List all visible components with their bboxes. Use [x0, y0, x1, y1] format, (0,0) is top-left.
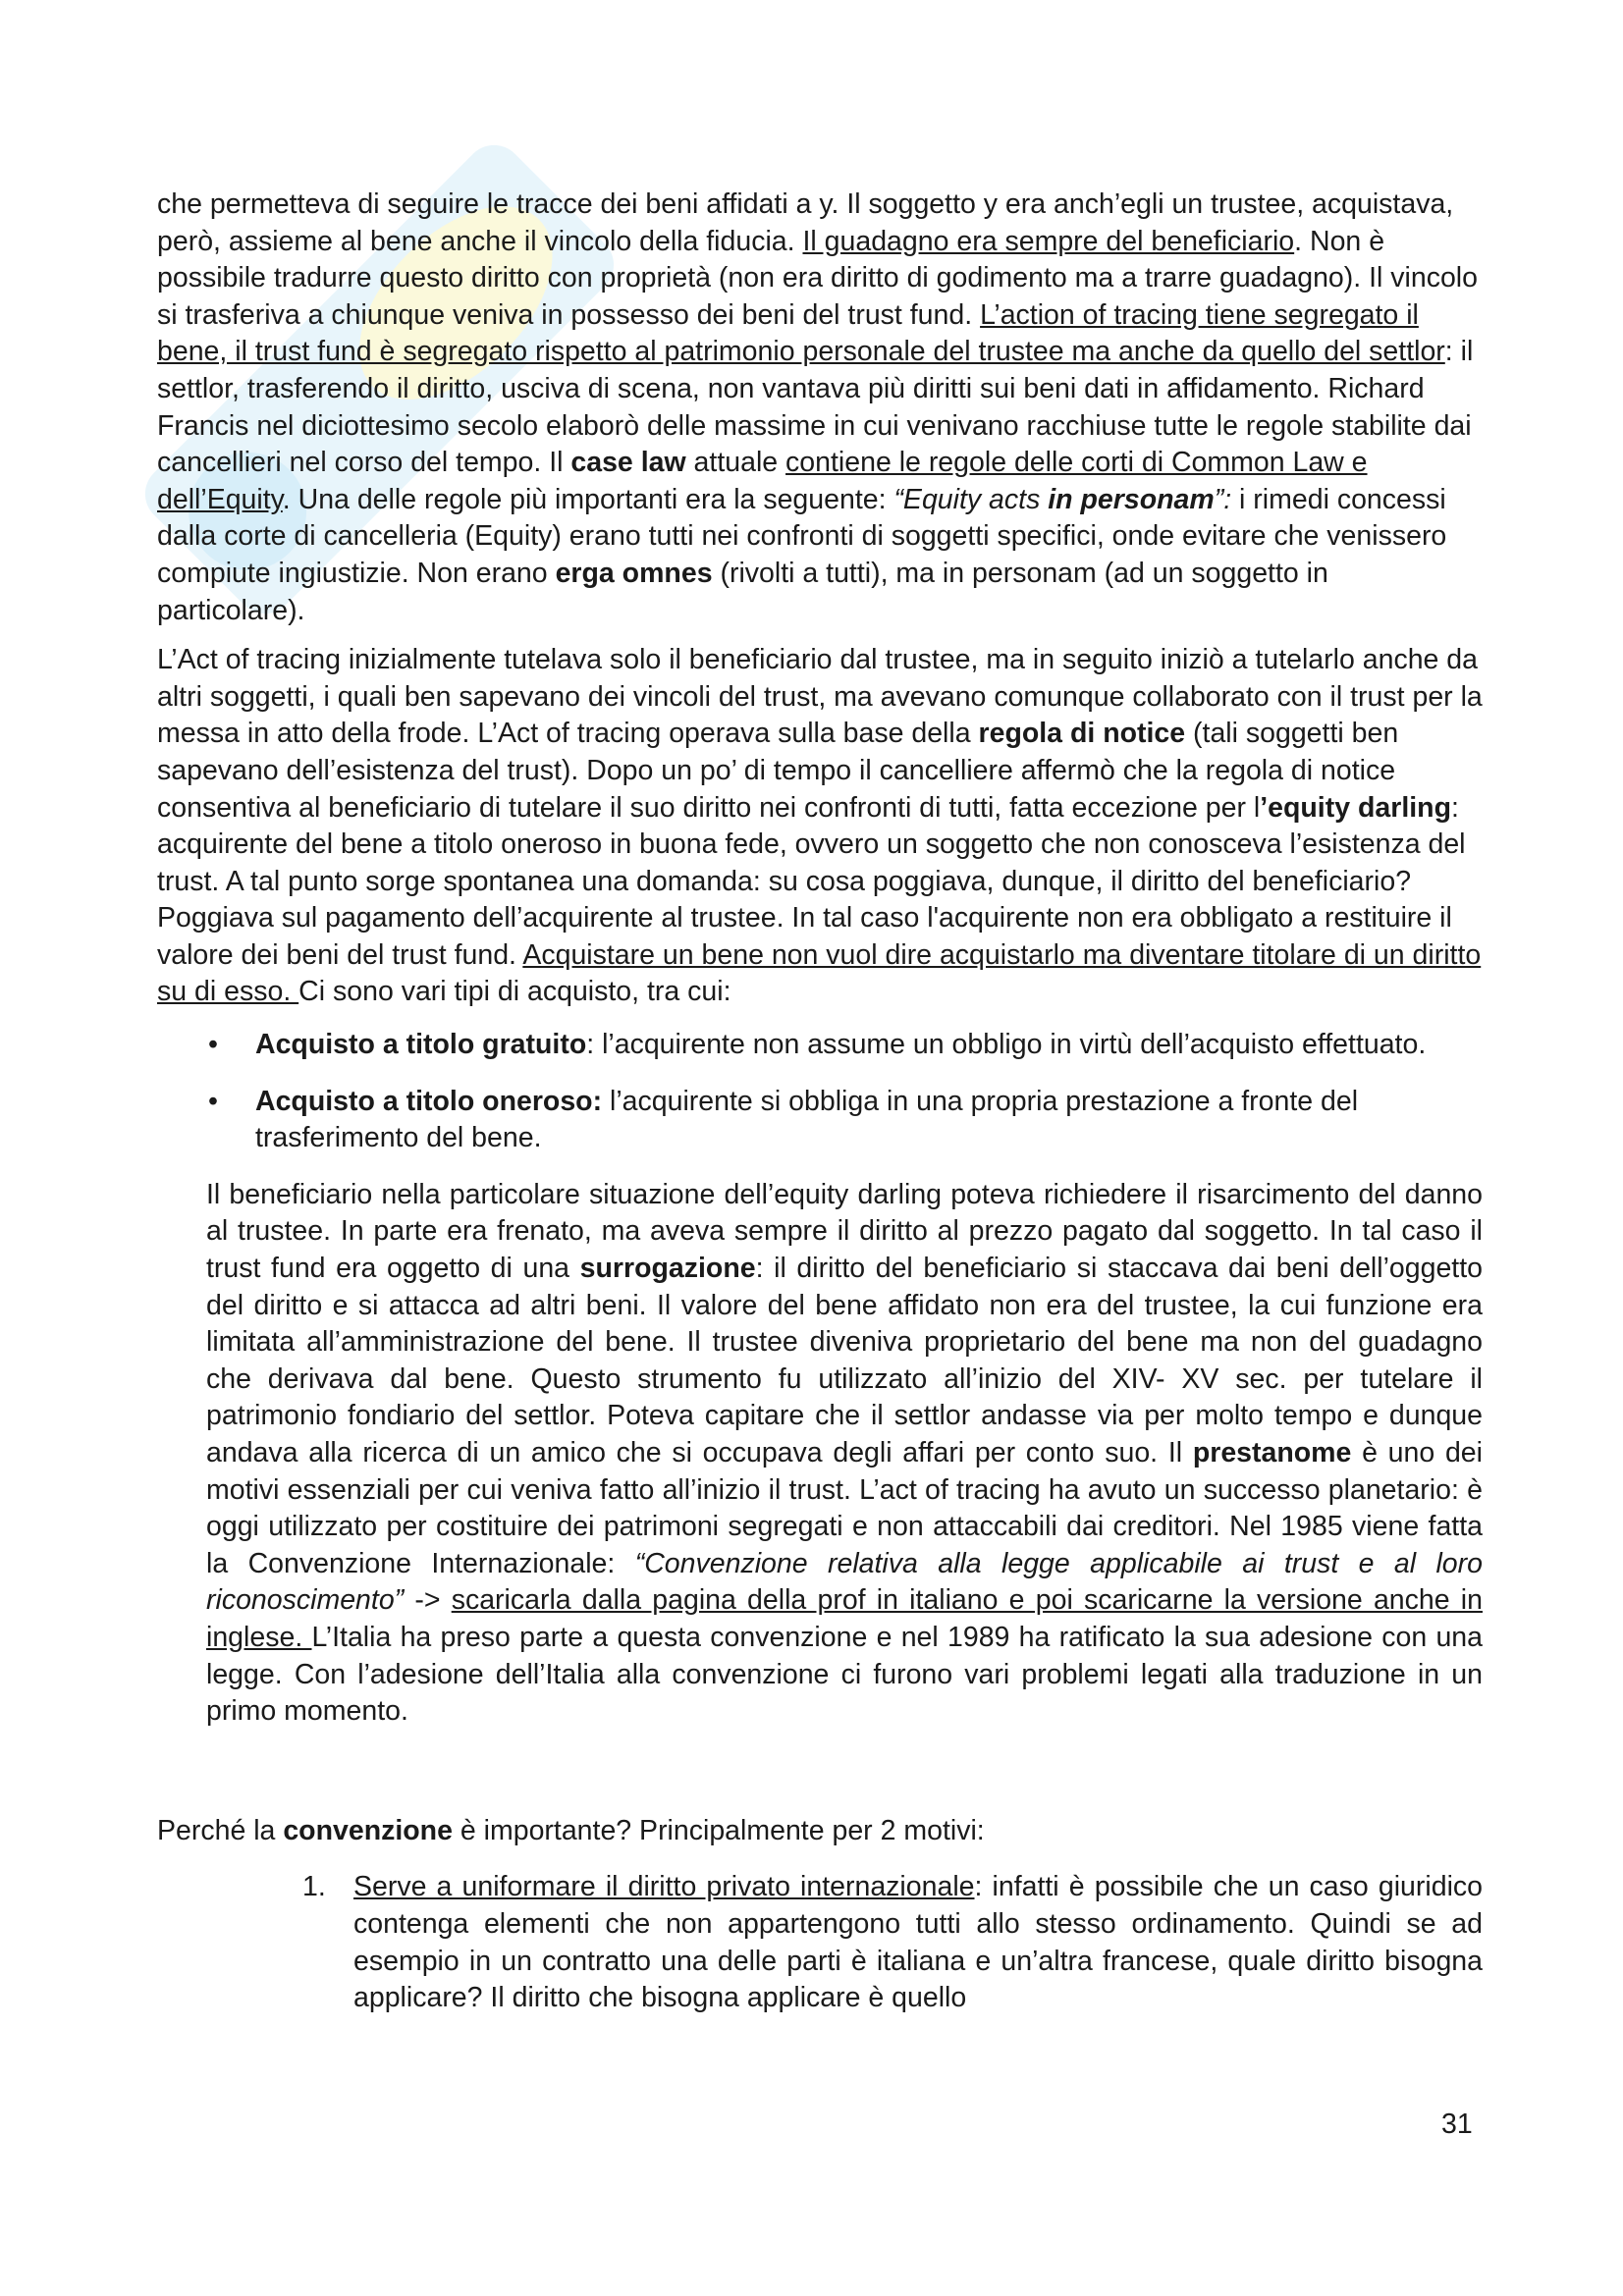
bullet-icon: •: [208, 1029, 218, 1061]
text-run: ’equity darling: [1260, 791, 1451, 824]
text-run: che permetteva di seguire le tracce dei beni affidati a y. Il soggetto y era anch’egli un trustee, acquistava, però, assieme al bene anche il vincolo della fiducia.: [157, 188, 1454, 257]
paragraph-convenzione-intro: [157, 1813, 1483, 1850]
text-run: ->: [404, 1584, 452, 1617]
paragraph-act-of-tracing-notice: [157, 642, 1483, 1011]
text-run: . Una delle regole più importanti era la seguente:: [282, 483, 894, 515]
text-run: . Non è possibile tradurre questo diritto con proprietà (non era diritto di godimento ma a trarre guadagno). Il vincolo si trasferiva a chiunque veniva in possesso dei beni del trust fund.: [157, 225, 1478, 331]
numbered-text: [353, 1871, 1483, 2013]
text-run: “Equity acts: [893, 483, 1049, 515]
list-number: 1.: [302, 1871, 326, 1903]
text-run: erga omnes: [555, 557, 713, 589]
text-run: prestanome: [1192, 1437, 1352, 1468]
text-run: attuale: [685, 447, 786, 479]
text-run: : il settlor, trasferendo il diritto, usciva di scena, non vantava più diritti sui beni dati in affidamento. Richard Francis nel diciottesimo secolo elaborò delle massime in cui venivano racchiuse tutte le regole stabilite dai cancellieri nel corso del tempo. Il: [157, 336, 1474, 479]
paragraph-equity-darling: [206, 1177, 1483, 1731]
text-run: : infatti è possibile che un caso giuridico contenga elementi che non appartengono tutti allo stesso ordinamento. Quindi se ad esempio in un contratto una delle parti è italiana e un’altra francese, quale diritto bisogna applicare? Il diritto che bisogna applicare è quello: [353, 1871, 1483, 2014]
text-run: regola di notice: [978, 718, 1186, 750]
list-item: [157, 1027, 1483, 1064]
text-run: l’acquirente si obbliga in una propria prestazione a fronte del trasferimento del bene.: [255, 1085, 1359, 1154]
text-run: : l’acquirente non assume un obbligo in virtù dell’acquisto effettuato.: [586, 1029, 1427, 1061]
text-run: Acquisto a titolo oneroso:: [255, 1085, 603, 1117]
text-run: : il diritto del beneficiario si staccava dai beni dell’oggetto del diritto e si attacca ad altri beni. Il valore del bene affidato non era del trustee, la cui funzione era limitata all’amministrazione del bene. Il trustee diveniva proprietario del bene ma non del guadagno che derivava dal bene. Questo strumento fu utilizzato all’inizio del XIV- XV sec. per tutelare il patrimonio fondiario del settlor. Poteva capitare che il settlor andasse via per molto tempo e dunque andava alla ricerca di un amico che si occupava degli affari per conto suo. Il: [206, 1253, 1483, 1468]
bullet-icon: •: [208, 1085, 218, 1117]
list-item: [157, 1869, 1483, 2016]
text-run: Perché la: [157, 1814, 284, 1846]
text-run: Acquistare un bene non vuol dire acquistarlo ma diventare titolare di un diritto su di esso.: [157, 938, 1482, 1008]
text-run: : acquirente del bene a titolo oneroso in buona fede, ovvero un soggetto che non conosceva l’esistenza del trust. A tal punto sorge spontanea una domanda: su cosa poggiava, dunque, il diritto del beneficiario? Poggiava sul pagamento dell’acquirente al trustee. In tal caso l'acquirente non era obbligato a restituire il valore dei beni del trust fund.: [157, 791, 1466, 971]
text-run: (rivolti a tutti), ma in personam (ad un soggetto in particolare).: [157, 557, 1328, 626]
text-run: L’action of tracing tiene segregato il bene, il trust fund è segregato rispetto al patrimonio personale del trustee ma anche da quello del settlor: [157, 298, 1445, 368]
text-run: Ci sono vari tipi di acquisto, tra cui:: [298, 976, 731, 1008]
text-run: in personam: [1048, 483, 1215, 515]
list-item: [157, 1084, 1483, 1157]
paragraph-action-of-tracing: [157, 187, 1483, 629]
text-run: Acquisto a titolo gratuito: [255, 1029, 587, 1061]
text-run: L’Italia ha preso parte a questa convenzione e nel 1989 ha ratificato la sua adesione con una legge. Con l’adesione dell’Italia alla convenzione ci furono vari problemi legati alla traduzione in un primo momento.: [206, 1621, 1483, 1728]
text-run: Il guadagno era sempre del beneficiario: [802, 225, 1295, 257]
text-run: L’Act of tracing inizialmente tutelava solo il beneficiario dal trustee, ma in seguito iniziò a tutelarlo anche da altri soggetti, i quali ben sapevano dei vincoli del trust, ma avevano comunque collaborato con il trust per la messa in atto della frode. L’Act of tracing operava sulla base della: [157, 644, 1483, 750]
bullet-text: [255, 1029, 1426, 1060]
text-run: è uno dei motivi essenziali per cui veniva fatto all’inizio il trust. L’act of tracing ha avuto un successo planetario: è oggi utilizzato per costituire dei patrimoni segregati e non attaccabili dai creditori. Nel 1985 viene fatta la Convenzione Internazionale:: [206, 1437, 1483, 1579]
text-run: surrogazione: [579, 1253, 756, 1285]
text-run: “Convenzione relativa alla legge applicabile ai trust e al loro riconoscimento”: [206, 1547, 1484, 1617]
page-number: 31: [1441, 2109, 1473, 2140]
text-run: i rimedi concessi dalla corte di cancelleria (Equity) erano tutti nei confronti di soggetti specifici, onde evitare che venissero compiute ingiustizie. Non erano: [157, 483, 1447, 589]
text-run: case law: [570, 447, 686, 479]
text-run: scaricarla dalla pagina della prof in italiano e poi scaricarne la versione anche in inglese.: [206, 1584, 1483, 1653]
text-run: contiene le regole delle corti di Common Law e dell’Equity: [157, 447, 1368, 515]
bullet-text: [255, 1086, 1358, 1154]
text-run: (tali soggetti ben sapevano dell’esistenza del trust). Dopo un po’ di tempo il cancelliere affermò che la regola di notice consentiva al beneficiario di tutelare il suo diritto nei confronti di tutti, fatta eccezione per l: [157, 718, 1399, 824]
document-page: [157, 187, 1483, 2017]
text-run: convenzione: [283, 1814, 453, 1846]
text-run: Il beneficiario nella particolare situazione dell’equity darling poteva richiedere il risarcimento del danno al trustee. In parte era frenato, ma aveva sempre il diritto al prezzo pagato dal soggetto. In tal caso il trust fund era oggetto di una: [206, 1178, 1483, 1285]
bullet-list-tipi-acquisto: [157, 1027, 1483, 1157]
numbered-list-motivi: [157, 1869, 1483, 2016]
text-run: Serve a uniformare il diritto privato internazionale: [353, 1871, 975, 1903]
text-run: è importante? Principalmente per 2 motivi:: [452, 1814, 985, 1846]
text-run: ”:: [1214, 483, 1232, 515]
